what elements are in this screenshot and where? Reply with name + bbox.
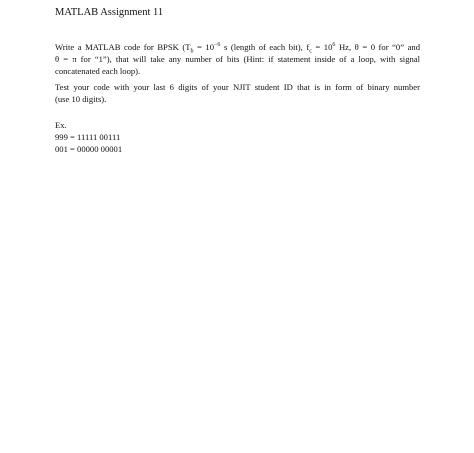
task-text-b: = 10 (193, 42, 215, 52)
task-line-2: θ = π for “1”), that will take any number of bits (Hint: if statement inside of a loop, with signal (55, 54, 420, 64)
carrier-frequency-subscript: c (309, 48, 312, 55)
carrier-frequency-exponent: 6 (332, 42, 336, 49)
bit-period-exponent: −6 (214, 42, 221, 49)
example-row: 001 = 00000 00001 (55, 144, 123, 154)
task-text-e: Hz, θ = 0 for “0” and (335, 42, 420, 52)
example-block (55, 119, 122, 155)
test-line-2: (use 10 digits). (55, 94, 107, 104)
task-line-3: concatenated each loop). (55, 66, 141, 76)
assignment-title: MATLAB Assignment 11 (55, 7, 164, 18)
example-label: Ex. (55, 120, 67, 130)
task-paragraph (55, 41, 420, 77)
task-text-c: s (length of each bit), f (220, 42, 310, 52)
task-text-a: Write a MATLAB code for BPSK (T (55, 42, 191, 52)
example-row: 999 = 11111 00111 (55, 132, 121, 142)
task-line-1 (55, 41, 420, 53)
test-line-1: Test your code with your last 6 digits of your NJIT student ID that is in form of binary number (55, 82, 420, 92)
task-text-d: = 10 (311, 42, 333, 52)
bit-period-subscript: b (190, 48, 194, 55)
test-paragraph (55, 81, 420, 105)
